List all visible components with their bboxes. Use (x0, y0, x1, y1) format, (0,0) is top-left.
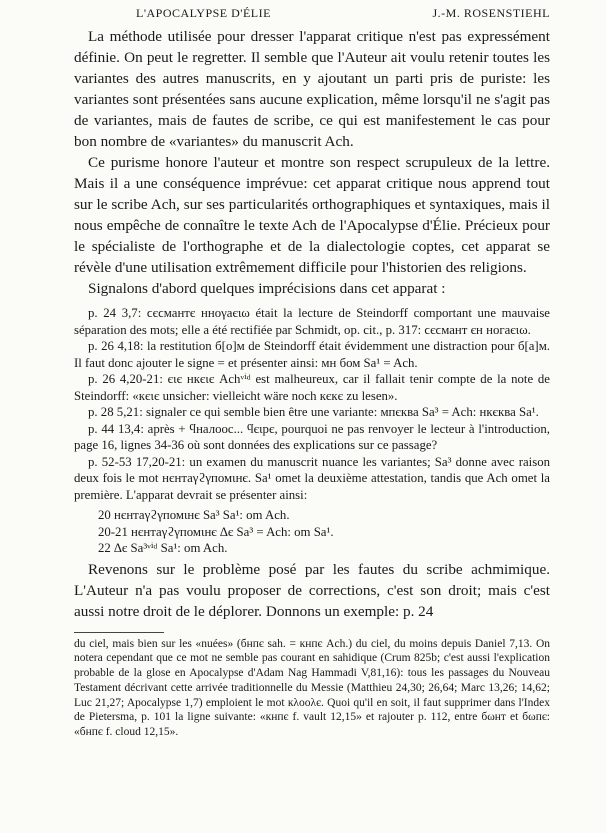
correction-note: p. 26 4,18: la restitution б[о]м de Steindorff était évidemment une distraction pour б[а]м. Il faut donc ajouter le signe = et présenter ainsi: мн бом Sa¹ = Ach. (74, 339, 550, 370)
header-title: L'APOCALYPSE D'ÉLIE (136, 6, 271, 20)
corrections-list (74, 305, 550, 503)
running-header (74, 0, 550, 26)
closing-text (74, 559, 550, 622)
apparatus-line: 20-21 нєнтаγϩγпомιнє ∆є Sa³ = Ach: om Sa¹. (98, 524, 334, 539)
main-text (74, 26, 550, 299)
paragraph: Ce purisme honore l'auteur et montre son respect scrupuleux de la lettre. Mais il a une conséquence imprévue: cet apparat critique nous apprend tout sur le scribe Ach, sur ses particularités orthographiques et syntaxiques, mais il nous empêche de connaître le texte Ach de l'Apocalypse d'Élie. Précieux pour le spécialiste de l'orthographe et de la dialectologie coptes, cet apparat se révèle d'une utilisation extrêmement difficile pour l'historien des religions. (74, 154, 550, 276)
apparatus-block (98, 507, 550, 557)
footnote-rule (74, 632, 164, 633)
correction-note: p. 44 13,4: après + ϥналооc... ϥєιрє, pourquoi ne pas renvoyer le lecteur à l'introduction, page 16, lignes 34-36 où sont données des explications sur ce passage? (74, 421, 550, 452)
header-author: J.-M. ROSENSTIEHL (432, 6, 550, 20)
correction-note: p. 24 3,7: ϲєϲмантє ннογаєιω était la lecture de Steindorff comportant une mauvaise séparation des mots; elle a été rectifiée par Schmidt, op. cit., p. 317: ϲєϲмант єн ногаєιω. (74, 306, 550, 337)
footnote-text: du ciel, mais bien sur les «nuées» (бнпє sah. = кнпє Ach.) du ciel, du moins depuis Daniel 7,13. On notera cependant que ce mot ne semble pas courant en sahidique (Crum 825b; c'est aussi l'explication probable de la glose en Apocalypse d'Adam Nag Hammadi V,81,16): tous les passages du Nouveau Testament décrivant cette arrivée traditionnelle du Messie (Matthieu 24,30; 26,64; Marc 13,26; 14,62; Luc 21,27; Apocalypse 1,7) emploient le mot кλοολє. Quoi qu'il en soit, il faut supprimer dans l'Index de Pietersma, p. 101 la ligne suivante: «кнпє f. vault 12,15» et rajouter p. 112, entre бωнт et бωпє: «бнпє f. cloud 12,15». (74, 637, 550, 739)
correction-note: p. 26 4,20-21: єιє нкєιє Achᵛⁱᵈ est malheureux, car il fallait tenir compte de la note de Steindorff: «кєιє unsicher: vielleicht wäre noch кєкє zu lesen». (74, 372, 550, 403)
footnote (74, 637, 550, 741)
correction-note: p. 28 5,21: signaler ce qui semble bien être une variante: мпєква Sa³ = Ach: нкєква Sa¹. (88, 405, 539, 419)
correction-note: p. 52-53 17,20-21: un examen du manuscrit nuance les variantes; Sa³ donne avec raison deux fois le mot нєнтаγϩγпомιнє. Sa¹ omet la deuxième attestation, tandis que Ach omet la première. L'apparat devrait se présenter ainsi: (74, 454, 550, 502)
apparatus-line: 22 ∆є Sa³ᵛⁱᵈ Sa¹: om Ach. (98, 541, 228, 555)
apparatus-line: 20 нєнтаγϩγпомιнє Sa³ Sa¹: om Ach. (98, 508, 290, 522)
paragraph: Revenons sur le problème posé par les fautes du scribe achmimique. L'Auteur n'a pas voulu proposer de corrections, c'est son droit; mais c'est aussi notre droit de le déplorer. Donnons un exemple: p. 24 (74, 560, 550, 620)
paragraph: Signalons d'abord quelques imprécisions dans cet apparat : (88, 280, 446, 297)
paragraph: La méthode utilisée pour dresser l'apparat critique n'est pas expressément définie. On peut le regretter. Il semble que l'Auteur ait voulu retenir toutes les variantes des autres manuscrits, en y ajoutant un parti pris de puriste: les variantes sont présentées sans aucune explication, même lorsqu'il ne s'agit pas de variantes, mais de fautes de scribe, ce qui est manifestement le cas pour bon nombre de «variantes» du manuscrit Ach. (74, 28, 550, 150)
